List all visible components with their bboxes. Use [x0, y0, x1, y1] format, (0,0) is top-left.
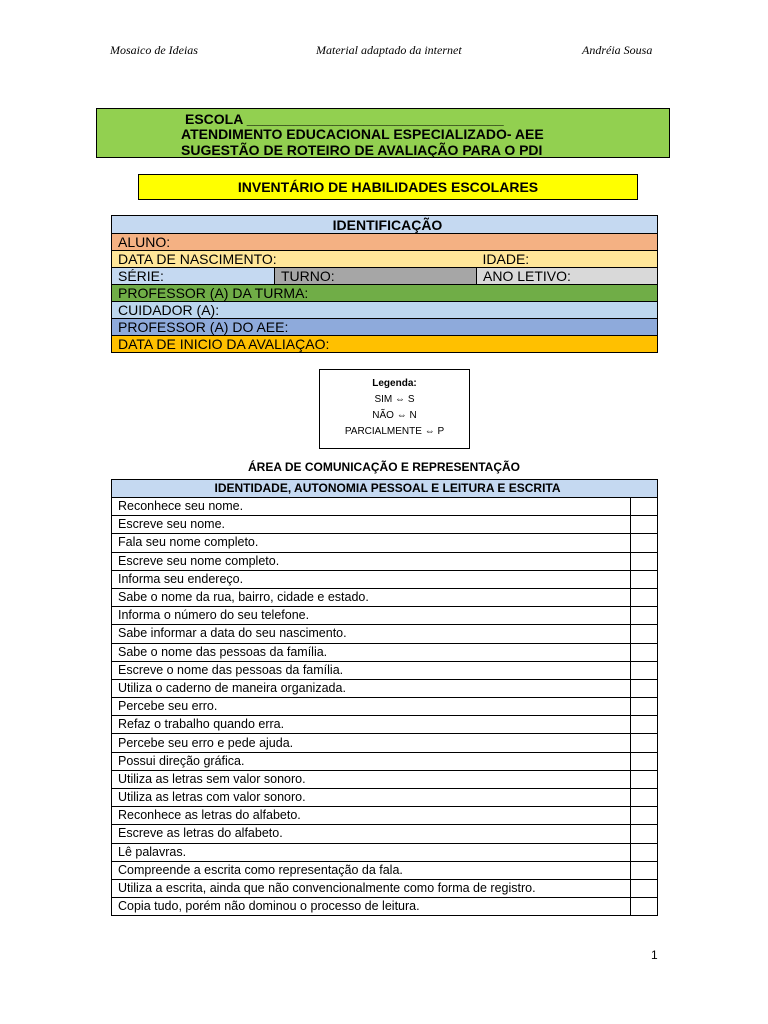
skill-label: Utiliza as letras com valor sonoro. [112, 789, 631, 807]
area-title: ÁREA DE COMUNICAÇÃO E REPRESENTAÇÃO [247, 460, 520, 474]
skill-row [112, 661, 658, 679]
skill-answer-cell[interactable] [631, 861, 658, 879]
serie-field[interactable]: SÉRIE: [112, 268, 275, 285]
skill-label: Sabe informar a data do seu nascimento. [112, 625, 631, 643]
ano-letivo-field[interactable]: ANO LETIVO: [477, 268, 658, 285]
skill-label: Escreve o nome das pessoas da família. [112, 661, 631, 679]
skill-label: Escreve as letras do alfabeto. [112, 825, 631, 843]
skill-row [112, 570, 658, 588]
skill-answer-cell[interactable] [631, 570, 658, 588]
skill-answer-cell[interactable] [631, 607, 658, 625]
skill-answer-cell[interactable] [631, 516, 658, 534]
skill-row [112, 643, 658, 661]
skill-row [112, 898, 658, 916]
skill-label: Informa seu endereço. [112, 570, 631, 588]
header-center: Material adaptado da internet [316, 43, 462, 57]
skill-row [112, 752, 658, 770]
skill-row [112, 607, 658, 625]
skill-answer-cell[interactable] [631, 588, 658, 606]
skill-row [112, 843, 658, 861]
skill-row [112, 716, 658, 734]
skill-label: Escreve seu nome. [112, 516, 631, 534]
birthdate-field[interactable]: DATA DE NASCIMENTO: [112, 251, 477, 268]
legend-box [319, 369, 470, 449]
legend-item: NÃO ⇔ N [372, 410, 417, 421]
skill-answer-cell[interactable] [631, 807, 658, 825]
skill-label: Lê palavras. [112, 843, 631, 861]
skill-answer-cell[interactable] [631, 698, 658, 716]
inventory-title: INVENTÁRIO DE HABILIDADES ESCOLARES [138, 174, 638, 200]
skill-answer-cell[interactable] [631, 498, 658, 516]
skill-answer-cell[interactable] [631, 534, 658, 552]
skill-row [112, 734, 658, 752]
skill-label: Fala seu nome completo. [112, 534, 631, 552]
skills-subtitle: IDENTIDADE, AUTONOMIA PESSOAL E LEITURA E ESCRITA [112, 480, 658, 498]
cuidador-field[interactable]: CUIDADOR (A): [112, 302, 658, 319]
skill-answer-cell[interactable] [631, 752, 658, 770]
school-box [96, 108, 670, 158]
aluno-field[interactable]: ALUNO: [112, 234, 658, 251]
data-inicio-field[interactable]: DATA DE INICIO DA AVALIAÇAO: [112, 336, 658, 353]
skill-answer-cell[interactable] [631, 879, 658, 897]
pdi-line: SUGESTÃO DE ROTEIRO DE AVALIAÇÃO PARA O PDI [181, 142, 543, 158]
professor-turma-field[interactable]: PROFESSOR (A) DA TURMA: [112, 285, 658, 302]
header-right: Andréia Sousa [582, 43, 653, 57]
school-line: ESCOLA _________________________________ [185, 111, 504, 127]
skill-row [112, 698, 658, 716]
skill-row [112, 534, 658, 552]
skill-answer-cell[interactable] [631, 661, 658, 679]
skill-answer-cell[interactable] [631, 825, 658, 843]
skill-row [112, 516, 658, 534]
skill-label: Reconhece as letras do alfabeto. [112, 807, 631, 825]
skill-row [112, 879, 658, 897]
skill-row [112, 552, 658, 570]
skill-row [112, 807, 658, 825]
legend-item: PARCIALMENTE ⇔ P [344, 426, 445, 437]
skill-label: Refaz o trabalho quando erra. [112, 716, 631, 734]
skill-label: Utiliza a escrita, ainda que não convencionalmente como forma de registro. [112, 879, 631, 897]
turno-field[interactable]: TURNO: [275, 268, 477, 285]
skills-table [111, 479, 658, 916]
professor-aee-field[interactable]: PROFESSOR (A) DO AEE: [112, 319, 658, 336]
skill-row [112, 498, 658, 516]
skill-label: Compreende a escrita como representação da fala. [112, 861, 631, 879]
skill-answer-cell[interactable] [631, 716, 658, 734]
skill-label: Percebe seu erro. [112, 698, 631, 716]
legend-item: SIM ⇔ S [374, 394, 415, 405]
skill-label: Reconhece seu nome. [112, 498, 631, 516]
skill-row [112, 770, 658, 788]
identification-title: IDENTIFICAÇÃO [112, 216, 658, 234]
skill-row [112, 588, 658, 606]
skill-label: Escreve seu nome completo. [112, 552, 631, 570]
skill-answer-cell[interactable] [631, 789, 658, 807]
skill-label: Possui direção gráfica. [112, 752, 631, 770]
skill-row [112, 789, 658, 807]
skill-label: Utiliza as letras sem valor sonoro. [112, 770, 631, 788]
skill-row [112, 861, 658, 879]
skill-label: Informa o número do seu telefone. [112, 607, 631, 625]
skill-answer-cell[interactable] [631, 625, 658, 643]
age-field[interactable]: IDADE: [477, 251, 658, 268]
page-number: 1 [651, 948, 658, 962]
skill-row [112, 679, 658, 697]
legend-title: Legenda: [372, 378, 417, 389]
skill-answer-cell[interactable] [631, 770, 658, 788]
aee-line: ATENDIMENTO EDUCACIONAL ESPECIALIZADO- AEE [181, 126, 544, 142]
skill-answer-cell[interactable] [631, 679, 658, 697]
skill-answer-cell[interactable] [631, 643, 658, 661]
identification-table [111, 215, 658, 353]
skill-answer-cell[interactable] [631, 843, 658, 861]
skill-label: Sabe o nome das pessoas da família. [112, 643, 631, 661]
skill-answer-cell[interactable] [631, 552, 658, 570]
skill-answer-cell[interactable] [631, 734, 658, 752]
skill-label: Copia tudo, porém não dominou o processo de leitura. [112, 898, 631, 916]
skill-label: Utiliza o caderno de maneira organizada. [112, 679, 631, 697]
skill-label: Percebe seu erro e pede ajuda. [112, 734, 631, 752]
skill-row [112, 625, 658, 643]
header-left: Mosaico de Ideias [110, 43, 198, 57]
skill-row [112, 825, 658, 843]
skill-label: Sabe o nome da rua, bairro, cidade e estado. [112, 588, 631, 606]
skill-answer-cell[interactable] [631, 898, 658, 916]
